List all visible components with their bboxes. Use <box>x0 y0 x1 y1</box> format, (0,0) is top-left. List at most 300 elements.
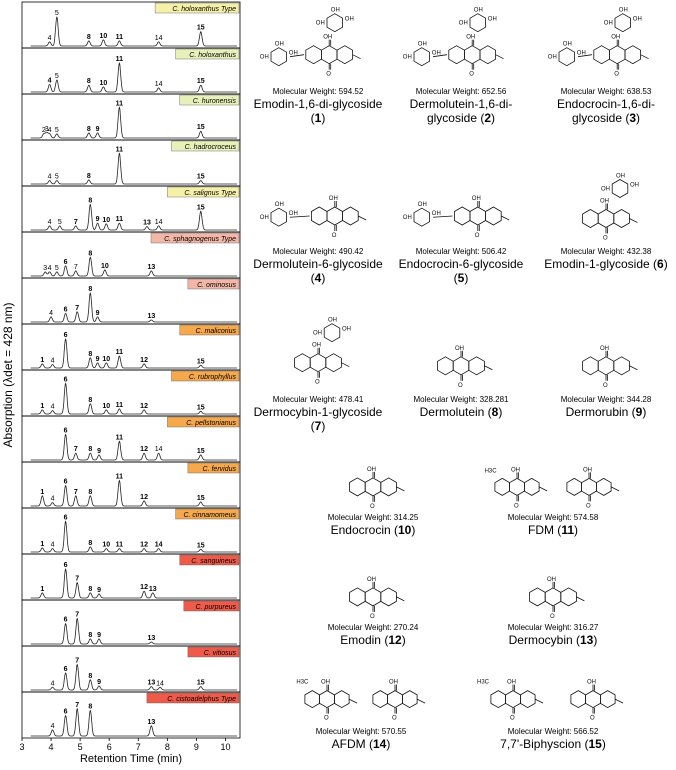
atom-label: OH <box>288 50 298 57</box>
atom-label: OH <box>471 196 481 202</box>
atom-label: OH <box>367 466 376 473</box>
atom-label: OH <box>313 330 322 337</box>
molecule-structure <box>303 455 443 513</box>
peak-label: 12 <box>140 584 148 592</box>
peak-label: 4 <box>47 264 52 272</box>
atom-label: OH <box>389 679 398 686</box>
atom-label: OH <box>315 20 325 27</box>
atom-label: O <box>514 503 519 510</box>
peak-label: 14 <box>154 446 163 454</box>
peak-label: 14 <box>154 218 163 226</box>
atom-label: OH <box>328 196 338 202</box>
peak-label: 4 <box>47 34 52 42</box>
chromatogram-panel <box>22 140 240 186</box>
peak-label: 8 <box>88 286 93 294</box>
compound-name: Emodin (12) <box>340 633 406 647</box>
atom-label: OH <box>562 41 572 48</box>
peak-label: 6 <box>63 332 68 340</box>
peak-label: 9 <box>97 586 101 594</box>
compound-number: 13 <box>580 633 594 647</box>
compound-name: AFDM (14) <box>331 737 391 751</box>
peak-label: 11 <box>115 349 124 357</box>
species-label: C. malicorius <box>195 328 236 335</box>
compound-name: Dermorubin (9) <box>565 405 647 419</box>
x-axis-label: Retention Time (min) <box>79 753 183 765</box>
compound-name-text: Endocrocin ( <box>330 523 398 537</box>
atom-label: H3C <box>477 679 490 686</box>
peak-label: 4 <box>50 680 55 688</box>
peak-label: 5 <box>54 73 59 81</box>
compound-name-text: Dermolutein-6-glycoside ( <box>253 257 383 285</box>
peak-label: 12 <box>140 356 148 364</box>
compound-number: 10 <box>398 523 412 537</box>
species-label: C. pellstonianus <box>186 420 236 427</box>
compound-card <box>303 565 443 647</box>
molecular-weight: Molecular Weight: 574.58 <box>507 513 599 522</box>
atom-label: OH <box>417 202 427 209</box>
peak-label: 6 <box>63 514 68 522</box>
compound-name-text: Emodin-1-glycoside ( <box>544 257 658 271</box>
atom-label: O <box>324 715 329 722</box>
molecular-weight: Molecular Weight: 652.56 <box>415 87 507 96</box>
atom-label: OH <box>330 7 340 14</box>
chromatogram-panel <box>22 462 240 508</box>
peak-label: 11 <box>115 33 124 41</box>
peak-label: 11 <box>115 541 124 549</box>
peak-label: 8 <box>88 631 93 639</box>
peak-label: 13 <box>147 263 156 271</box>
atom-label: O <box>550 613 555 620</box>
peak-label: 14 <box>156 680 164 688</box>
peak-label: 7 <box>75 611 80 619</box>
atom-label: OH <box>618 7 628 14</box>
atom-label: O <box>603 235 608 242</box>
compound-name: Endocrocin (10) <box>330 523 416 537</box>
peak-label: 12 <box>140 446 148 454</box>
compound-name: Dermolutein-6-glycoside (4) <box>253 257 383 285</box>
peak-label: 4 <box>50 357 55 365</box>
chromatogram-trace <box>31 17 237 46</box>
peak-label: 5 <box>54 264 59 272</box>
compound-card <box>453 665 653 751</box>
peak-label: 10 <box>102 541 111 549</box>
peak-label: 15 <box>196 173 205 181</box>
compound-card <box>276 665 446 751</box>
compound-number: 14 <box>372 737 387 751</box>
chromatogram-panel <box>22 370 240 416</box>
chromatogram-panel <box>22 646 240 692</box>
peak-label: 14 <box>154 541 163 549</box>
atom-label: O <box>315 379 320 386</box>
compound-name: Emodin-1,6-di-glycoside (1) <box>253 97 383 125</box>
peak-label: 6 <box>63 427 68 435</box>
chromatogram-trace <box>31 569 237 598</box>
atom-label: OH <box>323 34 333 41</box>
atom-label: OH <box>611 34 621 41</box>
peak-label: 8 <box>86 78 91 86</box>
peak-label: 8 <box>88 539 93 547</box>
peak-label: 10 <box>102 216 111 224</box>
peak-label: 1 <box>40 488 45 496</box>
chromatogram-panels <box>22 2 240 738</box>
peak-label: 4 <box>47 126 52 134</box>
atom-label: O <box>331 233 337 239</box>
species-label: C. holoxanthus <box>189 52 236 59</box>
compound-card <box>248 185 388 285</box>
molecular-weight: Molecular Weight: 594.52 <box>272 87 364 96</box>
molecule-structure <box>463 565 643 623</box>
peak-label: 4 <box>47 77 52 85</box>
peak-label: 11 <box>115 146 124 154</box>
chromatogram-panel <box>22 508 240 554</box>
compound-number: 12 <box>388 633 402 647</box>
molecular-weight: Molecular Weight: 566.52 <box>507 727 599 736</box>
atom-label: OH <box>431 211 441 218</box>
peak-label: 7 <box>75 575 80 583</box>
species-label: C. sphagnogenus Type <box>164 236 236 243</box>
peak-label: 9 <box>95 355 100 363</box>
peak-label: 3 <box>43 264 48 272</box>
peak-label: 3 <box>44 125 49 133</box>
peak-label: 9 <box>95 125 100 133</box>
molecular-weight: Molecular Weight: 328.281 <box>413 395 509 404</box>
chromatogram-trace <box>31 293 237 322</box>
peak-label: 15 <box>196 78 205 86</box>
atom-label: H3C <box>296 679 309 686</box>
peak-label: 7 <box>73 263 78 271</box>
compound-card <box>536 172 676 271</box>
compound-number: 1 <box>314 111 322 125</box>
peak-label: 9 <box>97 678 101 686</box>
chromatogram-panel <box>22 416 240 462</box>
species-label: C. holoxanthus Type <box>172 6 236 13</box>
atom-label: OH <box>274 202 284 209</box>
peak-label: 11 <box>115 216 124 224</box>
molecule-structure <box>391 330 531 395</box>
atom-label: H3C <box>484 468 497 475</box>
peak-label: 11 <box>115 473 124 481</box>
peak-label: 8 <box>88 350 93 358</box>
compound-number: 6 <box>657 257 664 271</box>
species-label: C. sanguineus <box>191 558 236 565</box>
molecular-weight: Molecular Weight: 490.42 <box>272 247 364 256</box>
chromatogram-trace <box>31 257 237 276</box>
molecular-weight: Molecular Weight: 316.27 <box>507 623 599 632</box>
peak-label: 11 <box>115 434 124 442</box>
species-label: C. hadrocroceus <box>184 144 236 151</box>
peak-label: 6 <box>63 708 68 716</box>
compound-name: Dermocybin-1-glycoside (7) <box>253 405 383 433</box>
x-tick-label: 3 <box>19 742 25 752</box>
peak-label: 15 <box>196 679 205 687</box>
peak-label: 6 <box>63 616 68 624</box>
peak-label: 9 <box>97 447 101 455</box>
compound-card <box>463 455 643 537</box>
peak-label: 15 <box>196 447 205 455</box>
atom-label: OH <box>458 20 468 27</box>
peak-label: 11 <box>115 100 124 108</box>
peak-label: 6 <box>63 258 68 266</box>
atom-label: OH <box>601 186 610 193</box>
chromatogram-panel <box>22 278 240 324</box>
molecule-structure <box>453 665 653 727</box>
peak-label: 7 <box>73 446 78 454</box>
atom-label: O <box>590 715 595 722</box>
compound-card <box>248 2 388 125</box>
species-label: C. huronensis <box>192 98 236 105</box>
chromatogram-panel <box>22 186 240 232</box>
peak-label: 8 <box>86 172 91 180</box>
peak-label: 7 <box>73 218 78 226</box>
peak-label: 8 <box>88 197 93 205</box>
peak-label: 7 <box>73 488 78 496</box>
chromatogram-trace <box>31 665 237 691</box>
compound-panel <box>248 0 676 770</box>
peak-label: 4 <box>50 495 55 503</box>
compound-number: 9 <box>635 405 643 419</box>
chromatogram-trace <box>31 709 237 736</box>
compound-card <box>248 310 388 433</box>
chromatogram-panel <box>22 48 240 94</box>
peak-label: 8 <box>88 446 93 454</box>
compound-name-text: Emodin-1,6-di-glycoside ( <box>253 97 383 125</box>
molecular-weight: Molecular Weight: 314.25 <box>327 513 419 522</box>
chromatogram-trace <box>31 383 237 414</box>
species-label: C. vitiosus <box>203 650 236 657</box>
compound-number: 11 <box>561 523 574 537</box>
peak-label: 5 <box>54 10 59 18</box>
atom-label: OH <box>466 34 476 41</box>
compound-number: 4 <box>314 271 322 285</box>
molecular-weight: Molecular Weight: 506.42 <box>415 247 507 256</box>
compound-number: 15 <box>588 737 602 751</box>
atom-label: OH <box>259 54 269 61</box>
peak-label: 13 <box>143 219 151 227</box>
compound-card <box>536 2 676 125</box>
x-tick-label: 8 <box>164 742 170 752</box>
molecule-structure <box>536 172 676 247</box>
peak-label: 8 <box>88 703 93 711</box>
compound-name-text: Dermocybin-1-glycoside ( <box>253 405 383 433</box>
compound-card <box>303 455 443 537</box>
atom-label: OH <box>583 467 592 474</box>
peak-label: 13 <box>147 679 156 687</box>
atom-label: O <box>474 233 480 239</box>
molecule-structure <box>391 2 531 87</box>
peak-label: 4 <box>50 403 55 411</box>
peak-label: 6 <box>63 376 68 384</box>
molecule-structure <box>303 565 443 623</box>
compound-name-text: 7,7'-Biphyscion ( <box>500 737 589 751</box>
atom-label: OH <box>487 16 497 23</box>
peak-label: 12 <box>140 493 148 501</box>
compound-number: 7 <box>314 419 322 433</box>
species-label: C. cistoadelphus Type <box>167 696 236 703</box>
x-tick-label: 6 <box>106 742 112 752</box>
atom-label: O <box>510 715 515 722</box>
peak-label: 1 <box>40 540 45 548</box>
chromatogram-trace <box>31 521 237 552</box>
molecule-structure <box>463 455 643 513</box>
x-tick-label: 7 <box>135 742 141 752</box>
chromatogram-figure <box>0 0 248 770</box>
compound-name: Dermolutein (8) <box>419 405 503 419</box>
chromatogram-panel <box>22 554 240 600</box>
molecular-weight: Molecular Weight: 344.28 <box>560 395 652 404</box>
atom-label: OH <box>547 576 556 583</box>
compound-name: 7,7'-Biphyscion (15) <box>500 737 606 751</box>
peak-label: 5 <box>54 173 59 181</box>
chromatogram-trace <box>31 478 237 507</box>
peak-label: 9 <box>95 216 100 224</box>
peak-label: 6 <box>63 562 68 570</box>
molecule-structure <box>536 2 676 87</box>
peak-label: 13 <box>147 634 156 642</box>
compound-name-text: Emodin ( <box>340 633 389 647</box>
compound-name: Dermolutein-1,6-di-glycoside (2) <box>409 97 513 125</box>
atom-label: OH <box>603 20 613 27</box>
atom-label: OH <box>402 54 412 61</box>
atom-label: OH <box>630 182 639 189</box>
peak-label: 14 <box>154 80 163 88</box>
atom-label: OH <box>312 342 321 349</box>
peak-label: 1 <box>40 585 45 593</box>
peak-label: 1 <box>40 356 45 364</box>
atom-label: OH <box>473 7 483 14</box>
y-axis-label: Absorption (λdet = 428 nm) <box>1 302 15 448</box>
compound-name-text: AFDM ( <box>331 737 373 751</box>
compound-name: Endocrocin-1,6-di-glycoside (3) <box>556 97 656 125</box>
atom-label: O <box>614 71 619 78</box>
compound-number: 5 <box>457 271 465 285</box>
atom-label: OH <box>511 467 520 474</box>
peak-label: 15 <box>196 204 205 212</box>
peak-label: 11 <box>115 56 124 64</box>
peak-label: 1 <box>40 402 45 410</box>
atom-label: OH <box>431 50 441 57</box>
peak-label: 5 <box>54 126 59 134</box>
peak-label: 6 <box>63 306 68 314</box>
atom-label: OH <box>417 41 427 48</box>
species-label: C. fervidus <box>202 466 236 473</box>
chromatogram-panel <box>22 2 240 48</box>
peak-label: 7 <box>75 304 80 312</box>
species-label: C. cinnamomeus <box>183 512 236 519</box>
peak-label: 13 <box>147 312 156 320</box>
compound-name: FDM (11) <box>527 523 578 537</box>
atom-label: OH <box>274 41 284 48</box>
atom-label: O <box>392 715 397 722</box>
peak-label: 8 <box>88 250 93 258</box>
atom-label: OH <box>455 345 464 352</box>
peak-label: 8 <box>86 125 91 133</box>
molecule-structure <box>536 330 676 395</box>
peak-label: 4 <box>50 541 55 549</box>
peak-label: 2 <box>41 126 46 134</box>
peak-label: 13 <box>147 718 156 726</box>
peak-label: 4 <box>47 173 52 181</box>
molecule-structure <box>391 185 531 247</box>
peak-label: 10 <box>99 79 108 87</box>
chromatogram-trace <box>31 616 237 645</box>
compound-name-text: Endocrocin-6-glycoside ( <box>398 257 524 285</box>
atom-label: OH <box>576 50 586 57</box>
peak-label: 4 <box>47 218 52 226</box>
compound-name-text: Dermolutein ( <box>419 405 492 419</box>
molecule-structure <box>248 310 388 395</box>
chromatogram-trace <box>31 107 237 138</box>
molecule-structure <box>276 665 446 727</box>
peak-label: 15 <box>196 124 205 132</box>
atom-label: OH <box>328 317 337 324</box>
atom-label: OH <box>321 679 330 686</box>
peak-label: 8 <box>86 33 91 41</box>
compound-number: 8 <box>491 405 499 419</box>
molecular-weight: Molecular Weight: 270.24 <box>327 623 419 632</box>
molecular-weight: Molecular Weight: 432.38 <box>560 247 652 256</box>
x-tick-label: 5 <box>77 742 83 752</box>
chromatogram-panel <box>22 692 240 738</box>
species-label: C. salignus Type <box>184 190 236 197</box>
chromatogram-panel <box>22 324 240 370</box>
peak-label: 13 <box>148 585 157 593</box>
compound-card <box>463 565 643 647</box>
molecular-weight: Molecular Weight: 478.41 <box>272 395 364 404</box>
compound-number: 3 <box>629 111 637 125</box>
species-label: C. ominosus <box>197 282 236 289</box>
compound-name-text: FDM ( <box>527 523 562 537</box>
chromatogram-trace <box>31 205 237 231</box>
chromatogram-panel <box>22 600 240 646</box>
x-tick-label: 9 <box>193 742 199 752</box>
atom-label: OH <box>402 215 412 222</box>
peak-label: 10 <box>102 355 111 363</box>
compound-card <box>536 330 676 419</box>
chromatogram-trace <box>31 63 237 92</box>
x-axis <box>19 738 230 752</box>
peak-label: 12 <box>140 541 148 549</box>
peak-label: 5 <box>57 218 62 226</box>
compound-name: Emodin-1-glycoside (6) <box>544 257 668 271</box>
x-tick-label: 4 <box>48 742 54 752</box>
peak-label: 4 <box>49 309 54 317</box>
peak-label: 15 <box>196 494 205 502</box>
peak-label: 14 <box>154 34 163 42</box>
peak-label: 9 <box>95 309 100 317</box>
peak-label: 7 <box>75 701 80 709</box>
chromatogram-panel <box>22 94 240 140</box>
peak-label: 15 <box>196 358 205 366</box>
peak-label: 8 <box>88 488 93 496</box>
species-label: C. purpureus <box>195 604 236 611</box>
atom-label: O <box>370 503 375 510</box>
atom-label: OH <box>344 16 354 23</box>
molecular-weight: Molecular Weight: 638.53 <box>560 87 652 96</box>
atom-label: O <box>469 71 474 78</box>
atom-label: OH <box>507 679 516 686</box>
peak-label: 8 <box>88 672 93 680</box>
species-label: C. rubrophyllus <box>188 374 236 381</box>
chromatogram-trace <box>31 435 237 461</box>
chromatogram-trace <box>31 153 237 184</box>
x-tick-label: 10 <box>220 742 231 752</box>
molecular-weight: Molecular Weight: 570.55 <box>315 727 407 736</box>
peak-label: 4 <box>50 722 55 730</box>
chromatogram-trace <box>31 339 237 368</box>
compound-name-text: Dermocybin ( <box>508 633 580 647</box>
atom-label: OH <box>547 54 557 61</box>
atom-label: O <box>586 503 591 510</box>
